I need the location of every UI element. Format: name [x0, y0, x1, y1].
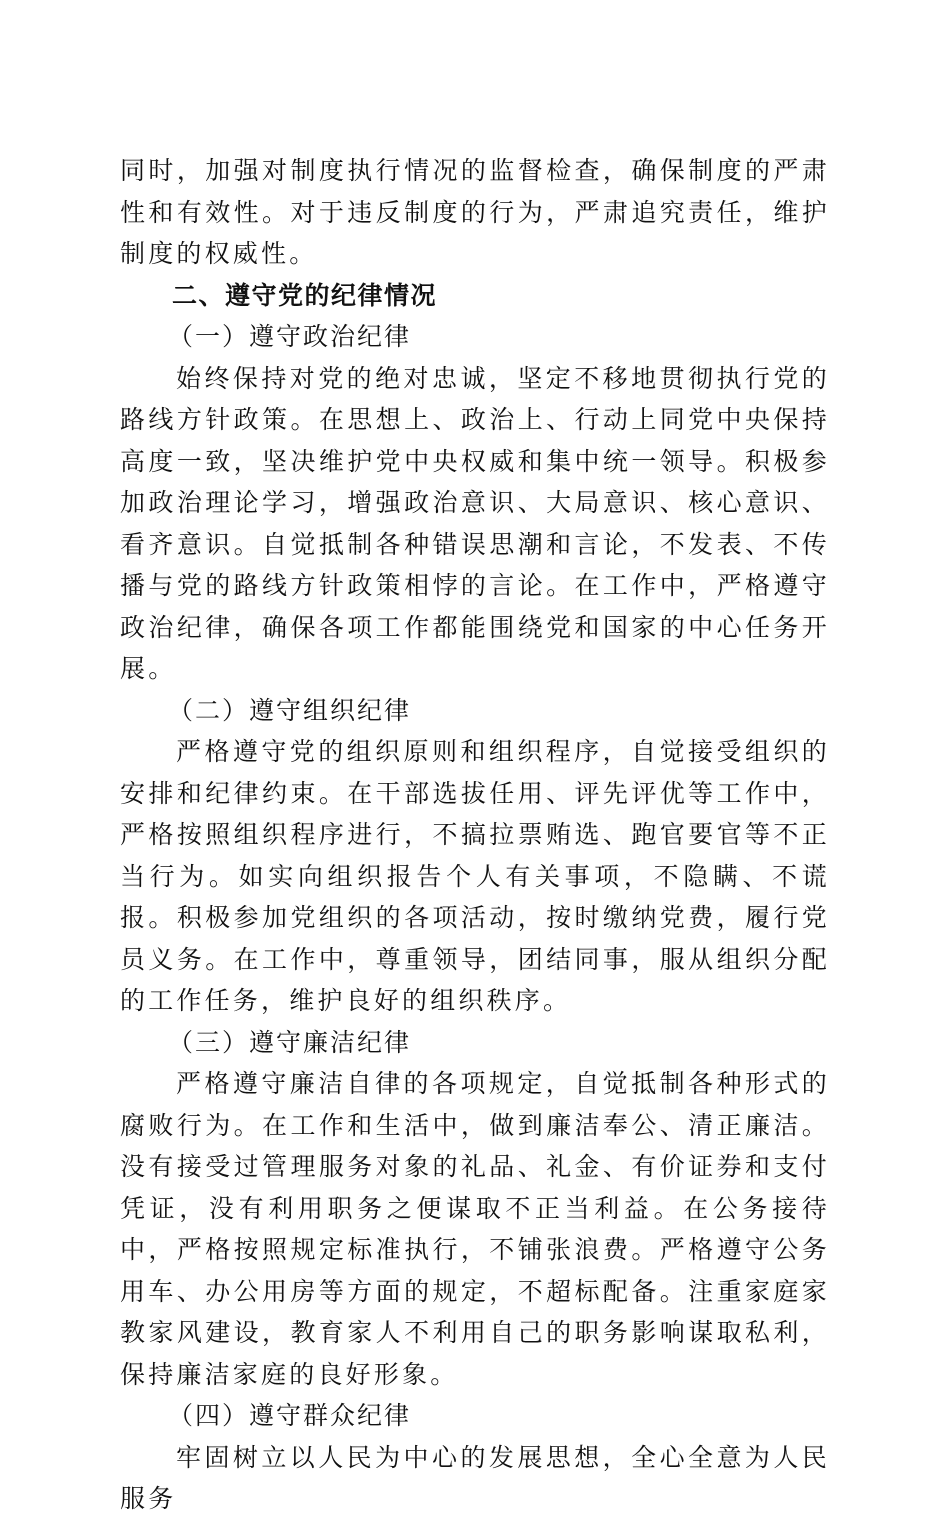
paragraph-organizational-discipline: 严格遵守党的组织原则和组织程序，自觉接受组织的安排和纪律约束。在干部选拔任用、评先评优等工作中，严格按照组织程序进行，不搞拉票贿选、跑官要官等不正当行为。如实向组织报告个人有关事项，不隐瞒、不谎报。积极参加党组织的各项活动，按时缴纳党费，履行党员义务。在工作中，尊重领导，团结同事，服从组织分配的工作任务，维护良好的组织秩序。 [120, 737, 830, 1015]
sub-heading-mass-discipline: （四）遵守群众纪律 [168, 1401, 412, 1430]
section-heading-party-discipline: 二、遵守党的纪律情况 [172, 280, 438, 310]
sub-heading-political-discipline: （一）遵守政治纪律 [168, 322, 412, 351]
sub-heading-organizational-discipline: （二）遵守组织纪律 [168, 695, 412, 725]
document-body [120, 150, 830, 1520]
paragraph-integrity-discipline: 严格遵守廉洁自律的各项规定，自觉抵制各种形式的腐败行为。在工作和生活中，做到廉洁奉公、清正廉洁。没有接受过管理服务对象的礼品、礼金、有价证券和支付凭证，没有利用职务之便谋取不正当利益。在公务接待中，严格按照规定标准执行，不铺张浪费。严格遵守公务用车、办公用房等方面的规定，不超标配备。注重家庭家教家风建设，教育家人不利用自己的职务影响谋取私利，保持廉洁家庭的良好形象。 [120, 1069, 830, 1389]
paragraph-mass-discipline: 牢固树立以人民为中心的发展思想，全心全意为人民服务 [120, 1442, 830, 1513]
paragraph-continuation: 同时，加强对制度执行情况的监督检查，确保制度的严肃性和有效性。对于违反制度的行为，严肃追究责任，维护制度的权威性。 [120, 156, 830, 268]
sub-heading-integrity-discipline: （三）遵守廉洁纪律 [168, 1027, 412, 1057]
paragraph-political-discipline: 始终保持对党的绝对忠诚，坚定不移地贯彻执行党的路线方针政策。在思想上、政治上、行动上同党中央保持高度一致，坚决维护党中央权威和集中统一领导。积极参加政治理论学习，增强政治意识、大局意识、核心意识、看齐意识。自觉抵制各种错误思潮和言论，不发表、不传播与党的路线方针政策相悖的言论。在工作中，严格遵守政治纪律，确保各项工作都能围绕党和国家的中心任务开展。 [120, 363, 830, 683]
